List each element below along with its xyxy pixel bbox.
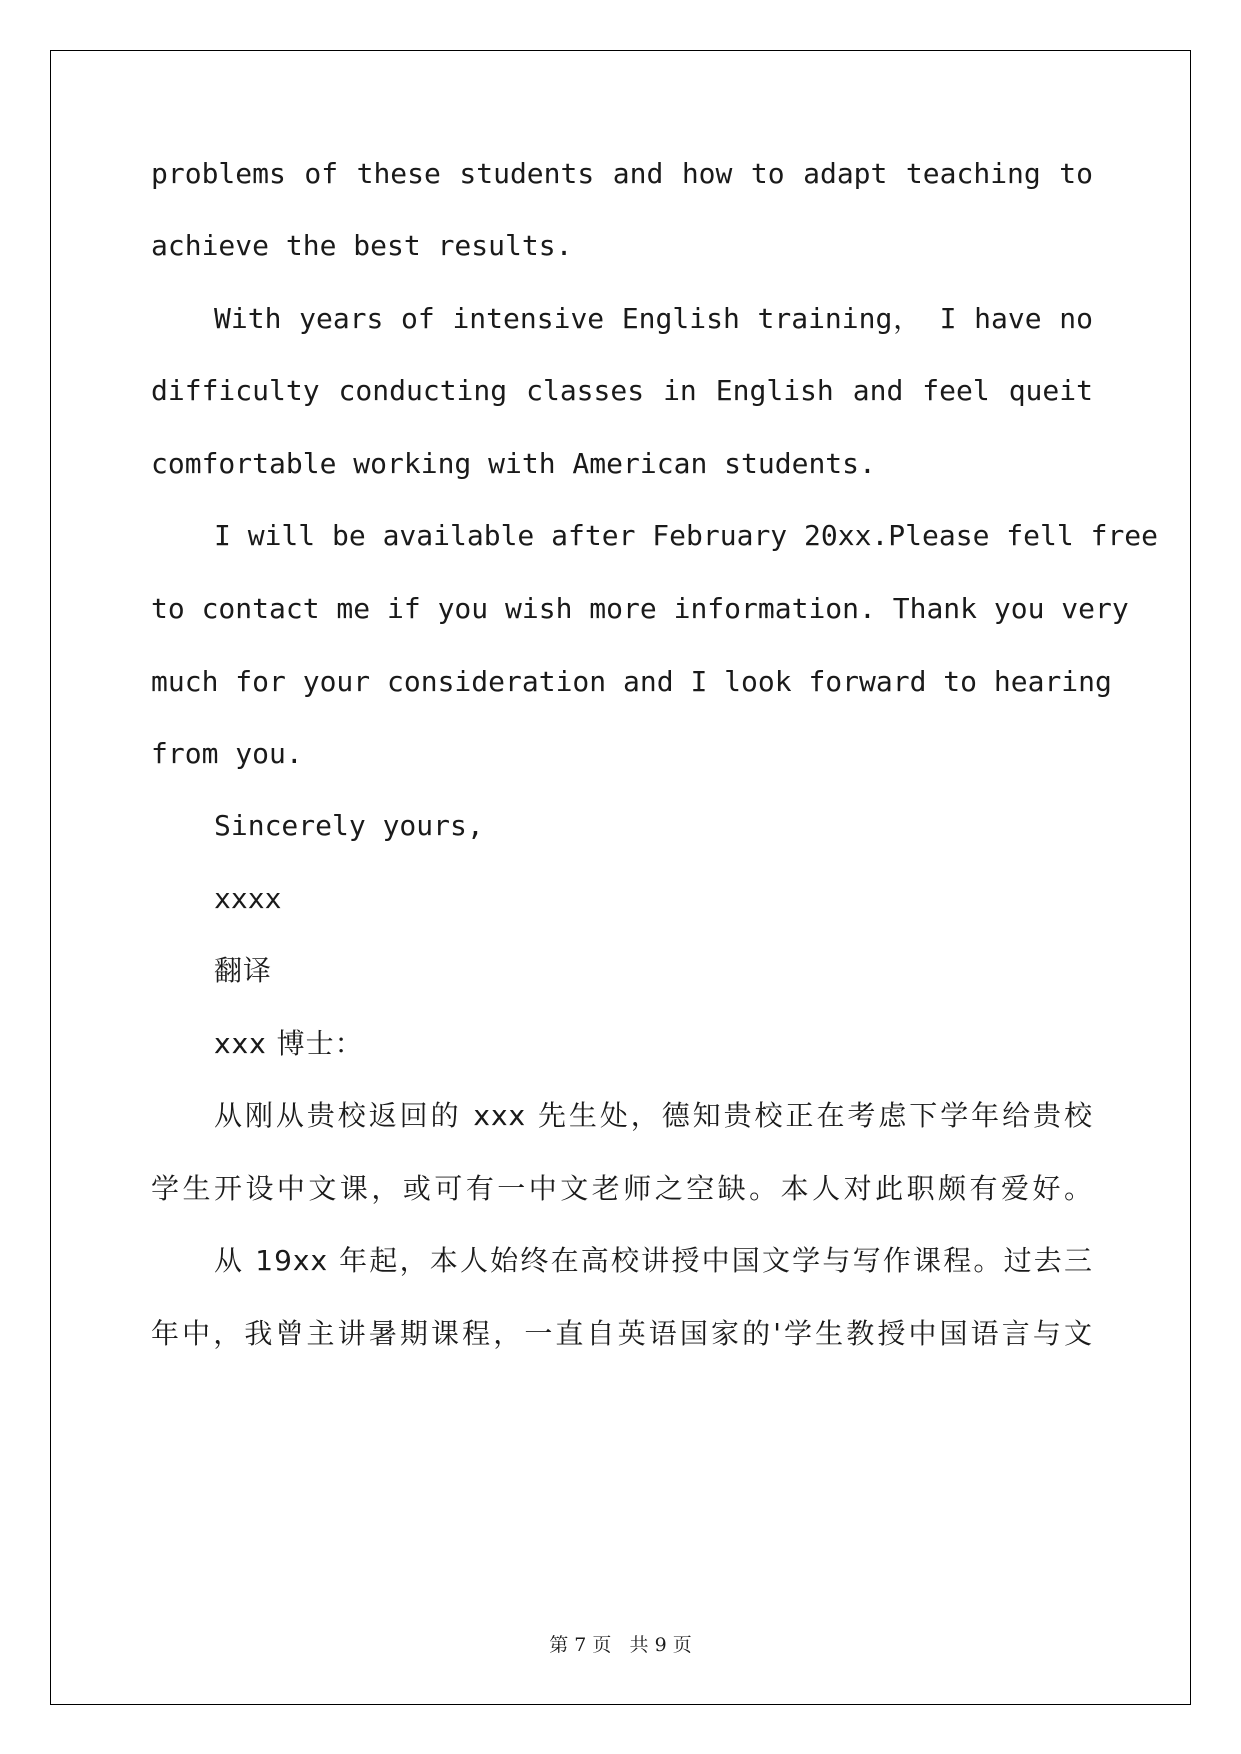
salutation-line: xxx 博士：: [214, 1027, 364, 1060]
text-line: 年中，我曾主讲暑期课程，一直自英语国家的'学生教授中国语言与文: [151, 1317, 1093, 1350]
signature-line: xxxx: [214, 882, 282, 915]
section-heading: 翻译: [214, 954, 273, 987]
text-line: comfortable working with American students.: [151, 447, 876, 480]
text-line: achieve the best results.: [151, 229, 573, 262]
text-line: 学生开设中文课，或可有一中文老师之空缺。本人对此职颇有爱好。: [151, 1172, 1093, 1205]
text-line: much for your consideration and I look forward to hearing: [151, 665, 1112, 698]
page-number-footer: 第 7 页 共 9 页: [549, 1634, 692, 1656]
text-line: difficulty conducting classes in English and feel queit: [151, 374, 1093, 407]
text-line: problems of these students and how to adapt teaching to: [151, 157, 1093, 190]
text-line: With years of intensive English training， I have no: [214, 302, 1093, 335]
text-line: to contact me if you wish more information. Thank you very: [151, 592, 1129, 625]
text-line: I will be available after February 20xx.Please fell free: [214, 519, 1159, 552]
closing-line: Sincerely yours,: [214, 809, 484, 842]
page-frame: [50, 50, 1191, 1705]
text-line: 从刚从贵校返回的 xxx 先生处，德知贵校正在考虑下学年给贵校: [214, 1099, 1093, 1132]
text-line: 从 19xx 年起，本人始终在高校讲授中国文学与写作课程。过去三: [214, 1244, 1093, 1277]
text-line: from you.: [151, 737, 303, 770]
